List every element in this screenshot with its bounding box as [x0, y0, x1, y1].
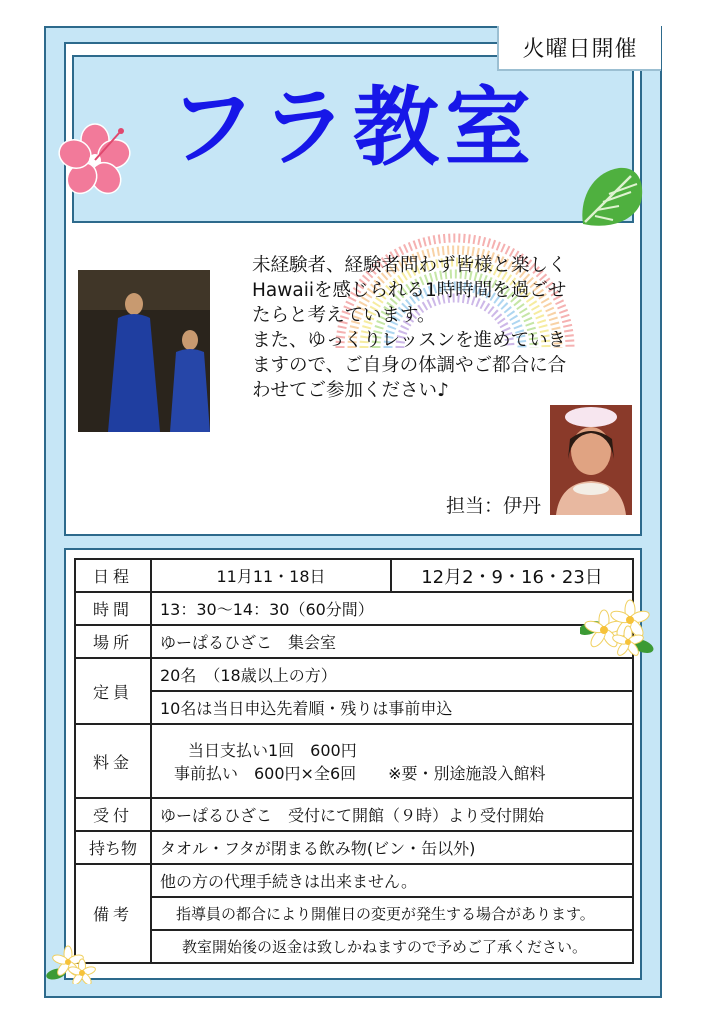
bring-label: 持ち物 [75, 831, 151, 864]
info-table [74, 558, 634, 964]
table-row-bring [75, 831, 633, 864]
table-row-reception [75, 798, 633, 831]
note-item: 教室開始後の返金は致しかねますので予めご了承ください。 [151, 930, 633, 963]
time-label: 時間 [75, 592, 151, 625]
instructor-photo [550, 405, 632, 515]
table-row-time [75, 592, 633, 625]
schedule-november: 11月11・18日 [151, 559, 391, 592]
table-row-place [75, 625, 633, 658]
reception-value: ゆーぱるひざこ 受付にて開館（９時）より受付開始 [151, 798, 633, 831]
fee-line-2: 事前払い 600円×全6回 ※要・別途施設入館料 [174, 764, 546, 783]
table-row-fee [75, 724, 633, 798]
reception-label: 受付 [75, 798, 151, 831]
table-row-schedule [75, 559, 633, 592]
plumeria-flower-icon [580, 598, 654, 664]
bring-value: タオル・フタが閉まる飲み物(ビン・缶以外) [151, 831, 633, 864]
monstera-leaf-icon [575, 162, 647, 234]
capacity-value: 20名 （18歳以上の方） [151, 658, 633, 691]
staff-label: 担当：伊丹 [446, 495, 542, 517]
table-row-notes [75, 864, 633, 897]
page-title: フラ教室 [169, 78, 537, 178]
fee-line-1: 当日支払い1回 600円 [188, 741, 357, 760]
fee-value [151, 724, 633, 798]
note-item: 他の方の代理手続きは出来ません。 [151, 864, 633, 897]
dancers-photo [78, 270, 210, 432]
place-value: ゆーぱるひざこ 集会室 [151, 625, 633, 658]
fee-label: 料金 [75, 724, 151, 798]
place-label: 場所 [75, 625, 151, 658]
intro-text: 未経験者、経験者問わず皆様と楽しく Hawaiiを感じられる1時時間を過ごせ たらと考えています。 また、ゆっくりレッスンを進めていき ますので、ご自身の体調やご都合に合 わせてご参加ください♪ [252, 255, 567, 401]
notes-label: 備考 [75, 864, 151, 963]
schedule-december: 12月2・9・16・23日 [391, 559, 633, 592]
time-value: 13：30～14：30（60分間） [151, 592, 633, 625]
table-row-capacity [75, 658, 633, 691]
plumeria-flower-icon [46, 942, 96, 984]
capacity-label: 定員 [75, 658, 151, 724]
hibiscus-icon [58, 122, 132, 196]
table-row-capacity-detail [75, 691, 633, 724]
table-row-note2 [75, 897, 633, 930]
table-row-note3 [75, 930, 633, 963]
schedule-label: 日程 [75, 559, 151, 592]
note-item: 指導員の都合により開催日の変更が発生する場合があります。 [151, 897, 633, 930]
tuesday-badge: 火曜日開催 [497, 26, 661, 71]
capacity-detail: 10名は当日申込先着順・残りは事前申込 [151, 691, 633, 724]
